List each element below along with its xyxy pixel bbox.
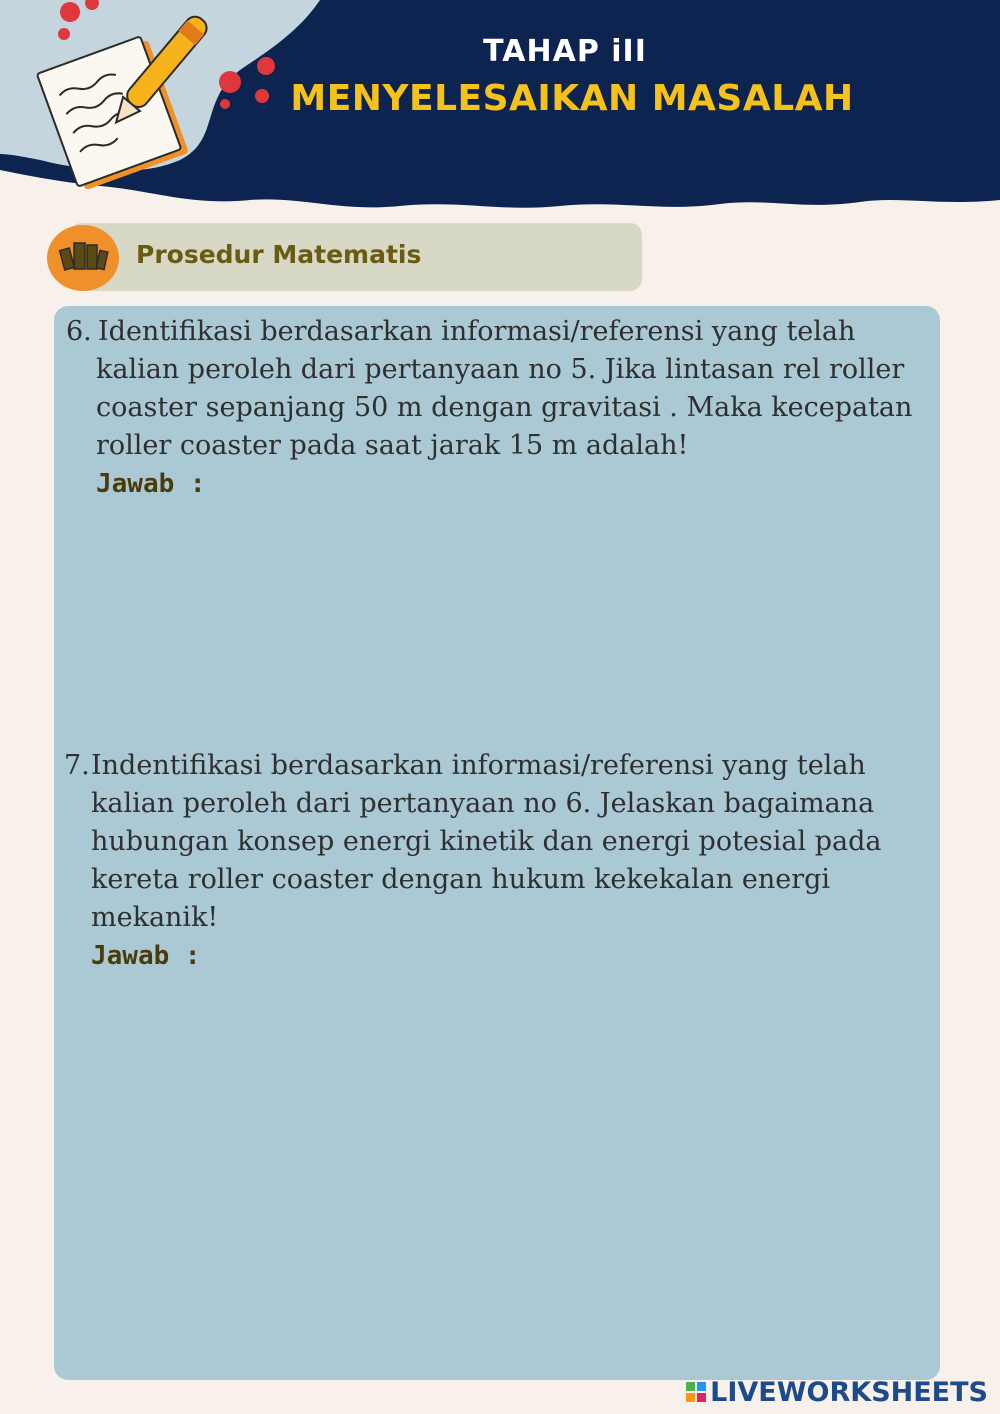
question-7	[64, 747, 894, 975]
question-text-line: Identifikasi berdasarkan informasi/referensi yang telah	[98, 316, 856, 347]
question-text-line: roller coaster pada saat jarak 15 m adalah!	[96, 430, 689, 461]
liveworksheets-logo[interactable]	[686, 1378, 988, 1406]
question-number: 6.	[66, 316, 92, 347]
section-label: Prosedur Matematis	[136, 240, 422, 269]
question-text-line: coaster sepanjang 50 m dengan gravitasi . Maka kecepatan	[96, 392, 913, 423]
stage-title: TAHAP iII	[483, 34, 647, 69]
answer-field-7[interactable]	[90, 980, 914, 1364]
question-text-line: hubungan konsep energi kinetik dan energi potesial pada	[91, 826, 882, 857]
question-text-line: kereta roller coaster dengan hukum kekekalan energi	[91, 864, 831, 895]
stack-icon	[46, 223, 120, 293]
answer-label: Jawab :	[96, 469, 206, 499]
answer-field-6[interactable]	[90, 505, 914, 729]
question-6	[66, 313, 913, 503]
question-text-line: Indentifikasi berdasarkan informasi/referensi yang telah	[91, 750, 866, 781]
notebook-pen-icon	[28, 4, 218, 194]
liveworksheets-icon	[686, 1382, 706, 1402]
brand-text: LIVEWORKSHEETS	[710, 1376, 988, 1408]
question-text-line: mekanik!	[91, 902, 219, 933]
page-title: MENYELESAIKAN MASALAH	[290, 78, 854, 119]
question-text-line: kalian peroleh dari pertanyaan no 6. Jelaskan bagaimana	[91, 788, 875, 819]
question-text-line: kalian peroleh dari pertanyaan no 5. Jika lintasan rel roller	[96, 354, 905, 385]
answer-label: Jawab :	[91, 941, 201, 971]
question-number: 7.	[64, 750, 90, 781]
